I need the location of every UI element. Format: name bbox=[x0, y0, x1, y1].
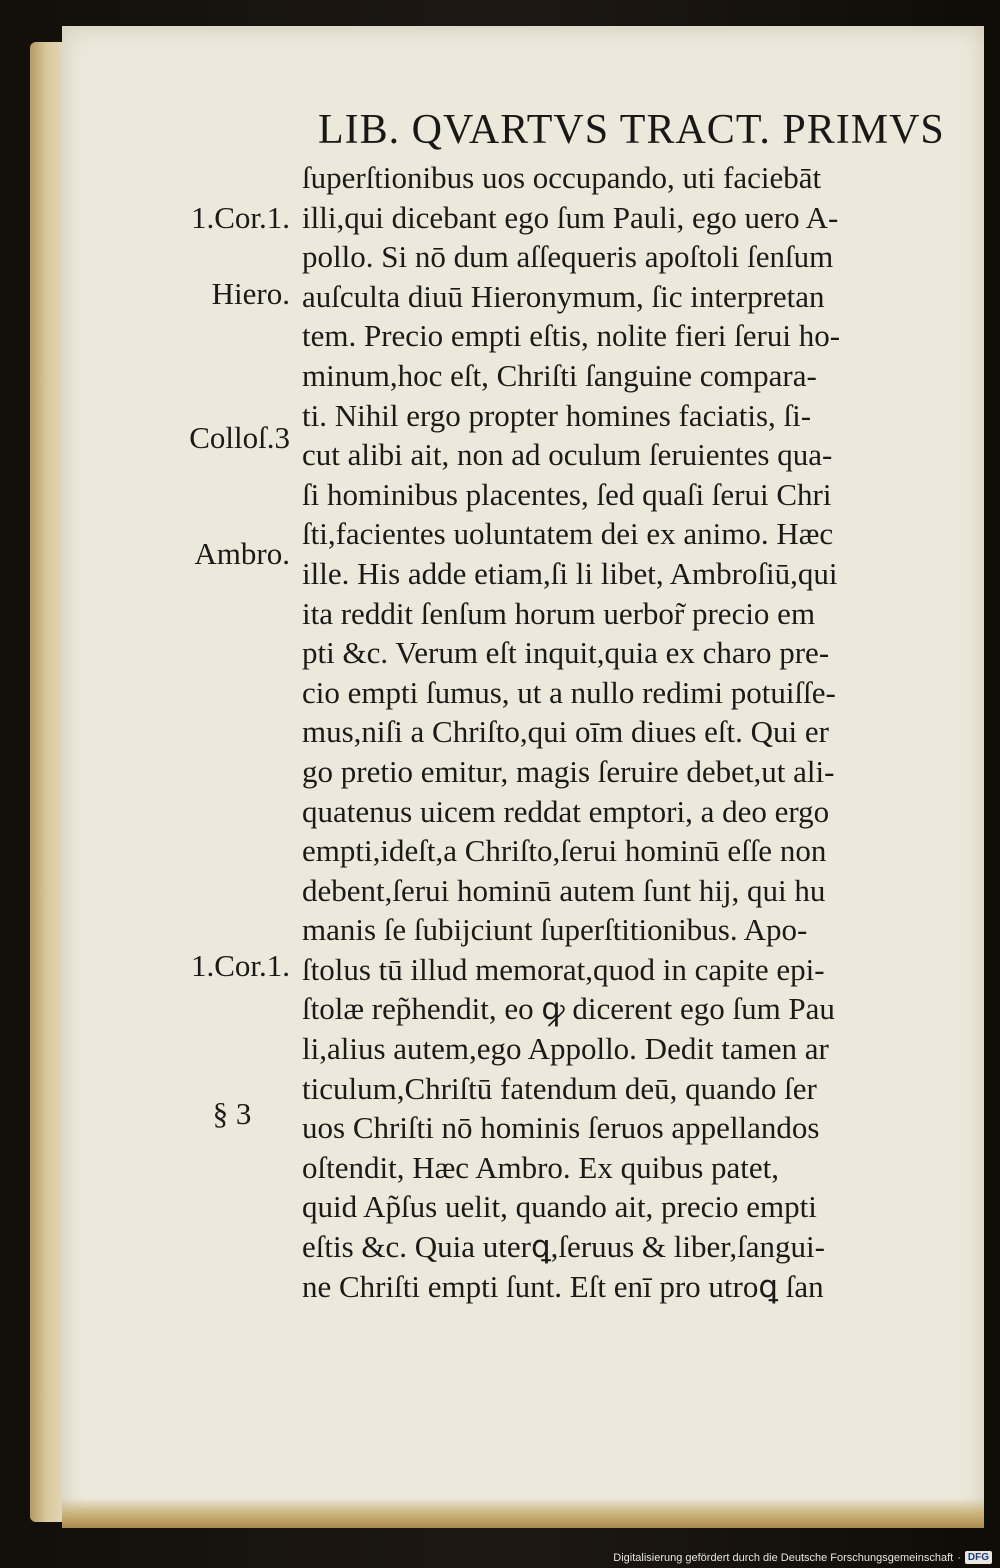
text-line: cio empti ſumus, ut a nullo redimi potuiſſe- bbox=[302, 674, 836, 710]
marginal-note-4: Ambro. bbox=[194, 536, 290, 571]
text-line: uos Chriſti nō hominis ſeruos appellandos bbox=[302, 1110, 820, 1146]
marginal-note-2: Hiero. bbox=[211, 276, 290, 311]
running-head: LIB. QVARTVS TRACT. PRIMVS bbox=[318, 107, 945, 153]
text-line: ſuperſtionibus uos occupando, uti faciebāt bbox=[302, 160, 822, 195]
text-line: empti,ideſt,a Chriſto,ſerui hominū eſſe non bbox=[302, 833, 827, 869]
text-line: ne Chriſti empti ſunt. Eſt enī pro utroꝗ ſan bbox=[302, 1268, 824, 1304]
marginal-note-section-mark: § 3 bbox=[212, 1096, 252, 1131]
text-line: ticulum,Chriſtū fatendum deū, quando ſer bbox=[302, 1070, 817, 1106]
text-line: quatenus uicem reddat emptori, a deo ergo bbox=[302, 793, 830, 829]
text-line: ſti,facientes uoluntatem dei ex animo. Hæc bbox=[302, 516, 834, 552]
text-line: pollo. Si nō dum aſſequeris apoſtoli ſenſum bbox=[302, 239, 834, 275]
main-text-block bbox=[302, 158, 942, 1306]
text-line: auſculta diuū Hieronymum, ſic interpretan bbox=[302, 278, 825, 314]
text-line: ti. Nihil ergo propter homines faciatis, ſi- bbox=[302, 397, 812, 433]
digitization-footer bbox=[613, 1551, 992, 1564]
text-line: illi,qui dicebant ego ſum Pauli, ego uero A- bbox=[302, 199, 839, 235]
text-line: ſtolæ rep̃hendit, eo ꝙ dicerent ego ſum Pau bbox=[302, 991, 835, 1027]
text-line: eſtis &c. Quia uterꝗ,ſeruus & liber,ſangui- bbox=[302, 1229, 825, 1265]
text-line: ſtolus tū illud memorat,quod in capite epi- bbox=[302, 951, 825, 987]
footer-credit: Digitalisierung gefördert durch die Deutsche Forschungsgemeinschaft bbox=[613, 1551, 954, 1564]
marginal-note-5: 1.Cor.1. bbox=[190, 948, 290, 983]
text-line: cut alibi ait, non ad oculum ſeruientes qua- bbox=[302, 437, 833, 473]
text-line: manis ſe ſubĳciunt ſuperſtitionibus. Apo- bbox=[302, 912, 808, 948]
text-line: ſi hominibus placentes, ſed quaſi ſerui Chri bbox=[302, 476, 832, 512]
text-line: pti &c. Verum eſt inquit,quia ex charo pre- bbox=[302, 635, 830, 671]
text-line: li,alius autem,ego Appollo. Dedit tamen ar bbox=[302, 1031, 829, 1067]
text-line: ita reddit ſenſum horum uerbor̃ precio em bbox=[302, 595, 816, 631]
footer-separator: · bbox=[957, 1551, 961, 1564]
marginal-note-3: Colloſ.3 bbox=[189, 420, 290, 455]
text-line: ille. His adde etiam,ſi li libet, Ambroſiū,qui bbox=[302, 555, 838, 591]
text-line: debent,ſerui hominū autem ſunt hĳ, qui hu bbox=[302, 872, 826, 908]
text-line: oſtendit, Hæc Ambro. Ex quibus patet, bbox=[302, 1149, 780, 1185]
text-line: minum,hoc eſt, Chriſti ſanguine compara- bbox=[302, 357, 817, 393]
text-line: quid Ap̃ſus uelit, quando ait, precio empti bbox=[302, 1189, 817, 1225]
page-bottom-edge bbox=[62, 1498, 984, 1528]
text-line: go pretio emitur, magis ſeruire debet,ut ali- bbox=[302, 753, 835, 789]
text-line: tem. Precio empti eſtis, nolite fieri ſerui ho- bbox=[302, 318, 841, 354]
marginal-note-1: 1.Cor.1. bbox=[190, 200, 290, 235]
text-line: mus,niſi a Chriſto,qui oīm diues eſt. Qui er bbox=[302, 714, 829, 750]
dfg-logo: DFG bbox=[965, 1551, 992, 1564]
